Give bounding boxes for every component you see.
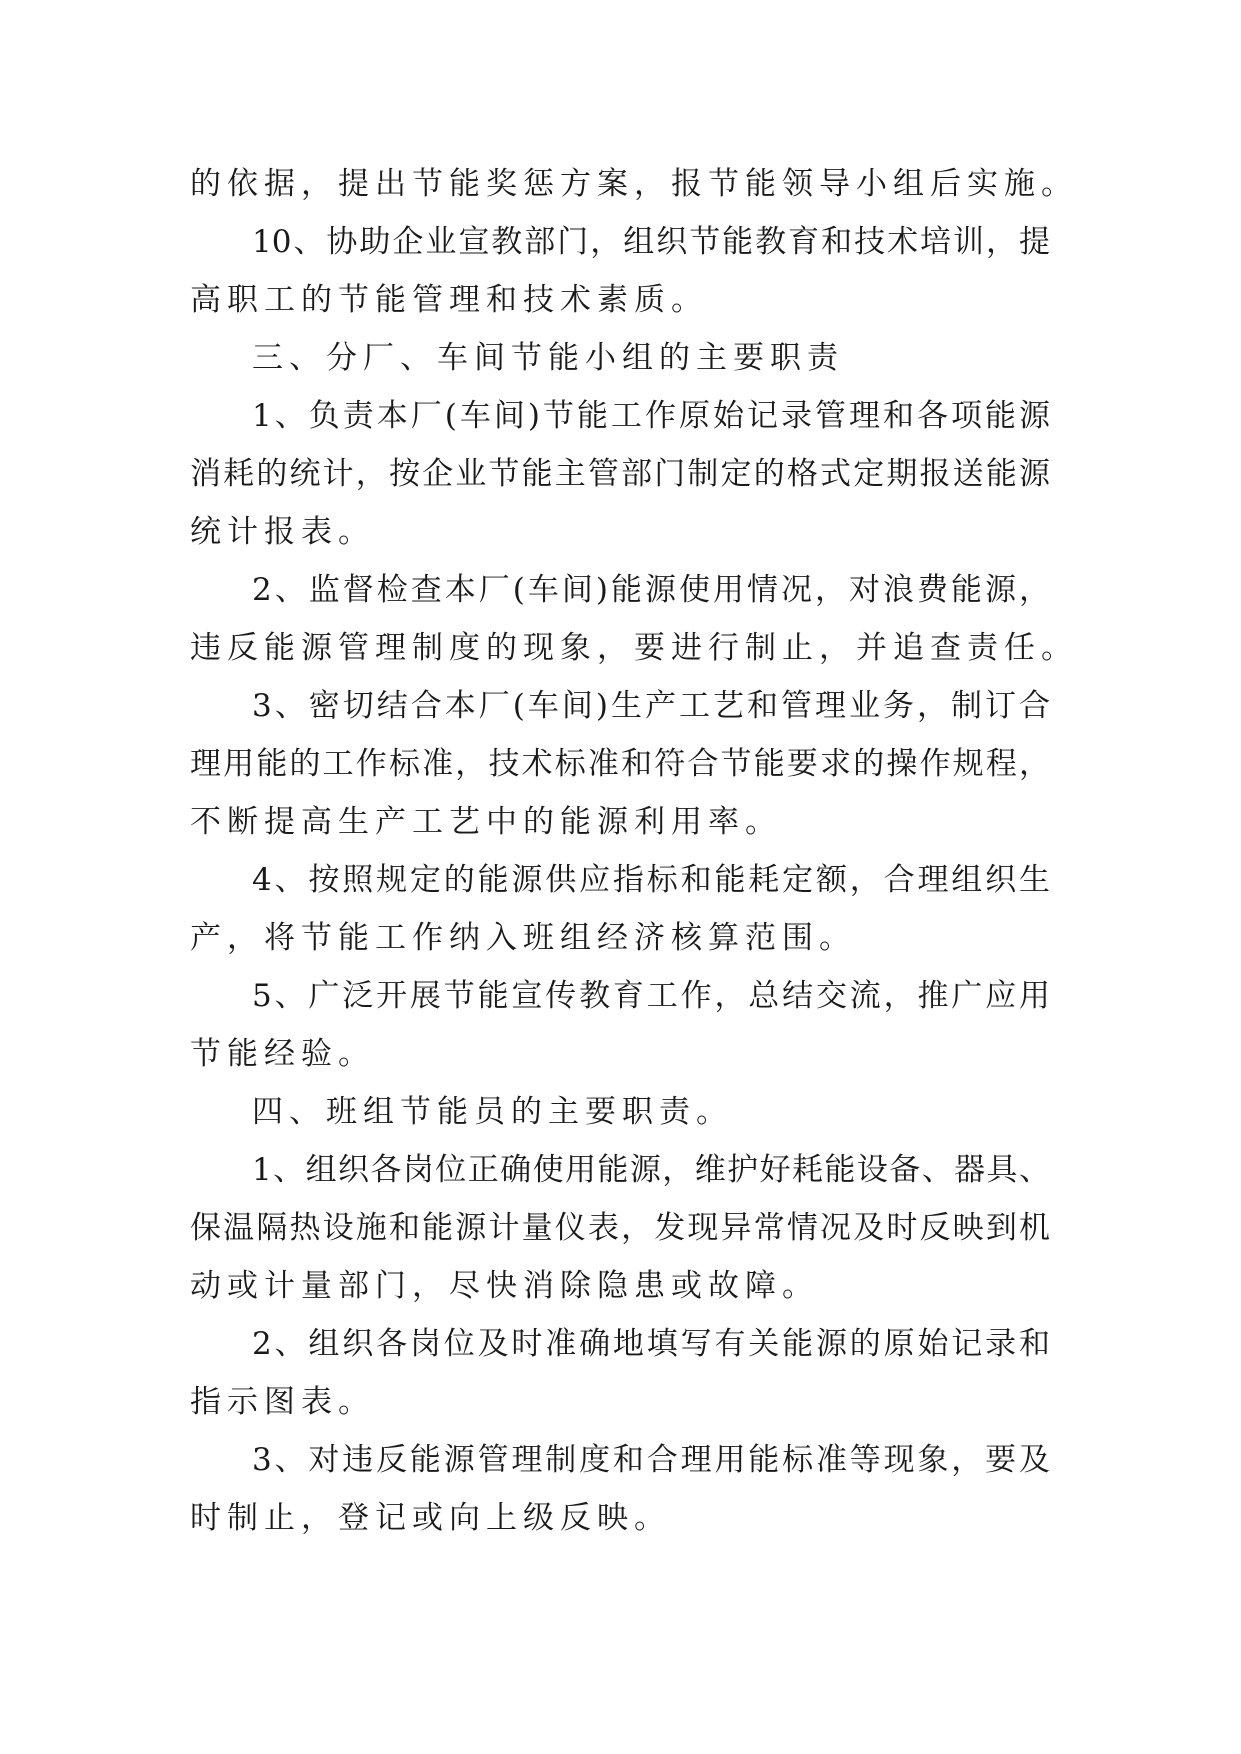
text-line: 3、对违反能源管理制度和合理用能标准等现象，要及 <box>252 1442 1050 1478</box>
text-line: 的依据，提出节能奖惩方案，报节能领导小组后实施。 <box>190 166 1078 202</box>
text-line: 不断提高生产工艺中的能源利用率。 <box>190 804 782 840</box>
text-line: 统计报表。 <box>190 514 375 550</box>
text-line: 3、密切结合本厂(车间)生产工艺和管理业务，制订合 <box>252 688 1050 724</box>
text-line: 动或计量部门，尽快消除隐患或故障。 <box>190 1268 819 1304</box>
text-line: 1、组织各岗位正确使用能源，维护好耗能设备、器具、 <box>252 1152 1050 1188</box>
text-line: 高职工的节能管理和技术素质。 <box>190 282 708 318</box>
text-line: 产，将节能工作纳入班组经济核算范围。 <box>190 920 856 956</box>
text-line: 5、广泛开展节能宣传教育工作，总结交流，推广应用 <box>252 978 1050 1014</box>
text-line: 节能经验。 <box>190 1036 375 1072</box>
section-heading: 三、分厂、车间节能小组的主要职责 <box>252 340 844 376</box>
text-line: 理用能的工作标准，技术标准和符合节能要求的操作规程， <box>190 746 1050 782</box>
text-line: 1、负责本厂(车间)节能工作原始记录管理和各项能源 <box>252 398 1050 434</box>
text-line: 10、协助企业宣教部门，组织节能教育和技术培训，提 <box>252 224 1050 260</box>
text-line: 时制止，登记或向上级反映。 <box>190 1500 671 1536</box>
text-line: 消耗的统计，按企业节能主管部门制定的格式定期报送能源 <box>190 456 1050 492</box>
text-line: 2、监督检查本厂(车间)能源使用情况，对浪费能源， <box>252 572 1050 608</box>
text-line: 2、组织各岗位及时准确地填写有关能源的原始记录和 <box>252 1326 1050 1362</box>
text-line: 4、按照规定的能源供应指标和能耗定额，合理组织生 <box>252 862 1050 898</box>
text-line: 保温隔热设施和能源计量仪表，发现异常情况及时反映到机 <box>190 1210 1050 1246</box>
text-line: 指示图表。 <box>190 1384 375 1420</box>
section-heading: 四、班组节能员的主要职责。 <box>252 1094 733 1130</box>
text-line: 违反能源管理制度的现象，要进行制止，并追查责任。 <box>190 630 1078 666</box>
